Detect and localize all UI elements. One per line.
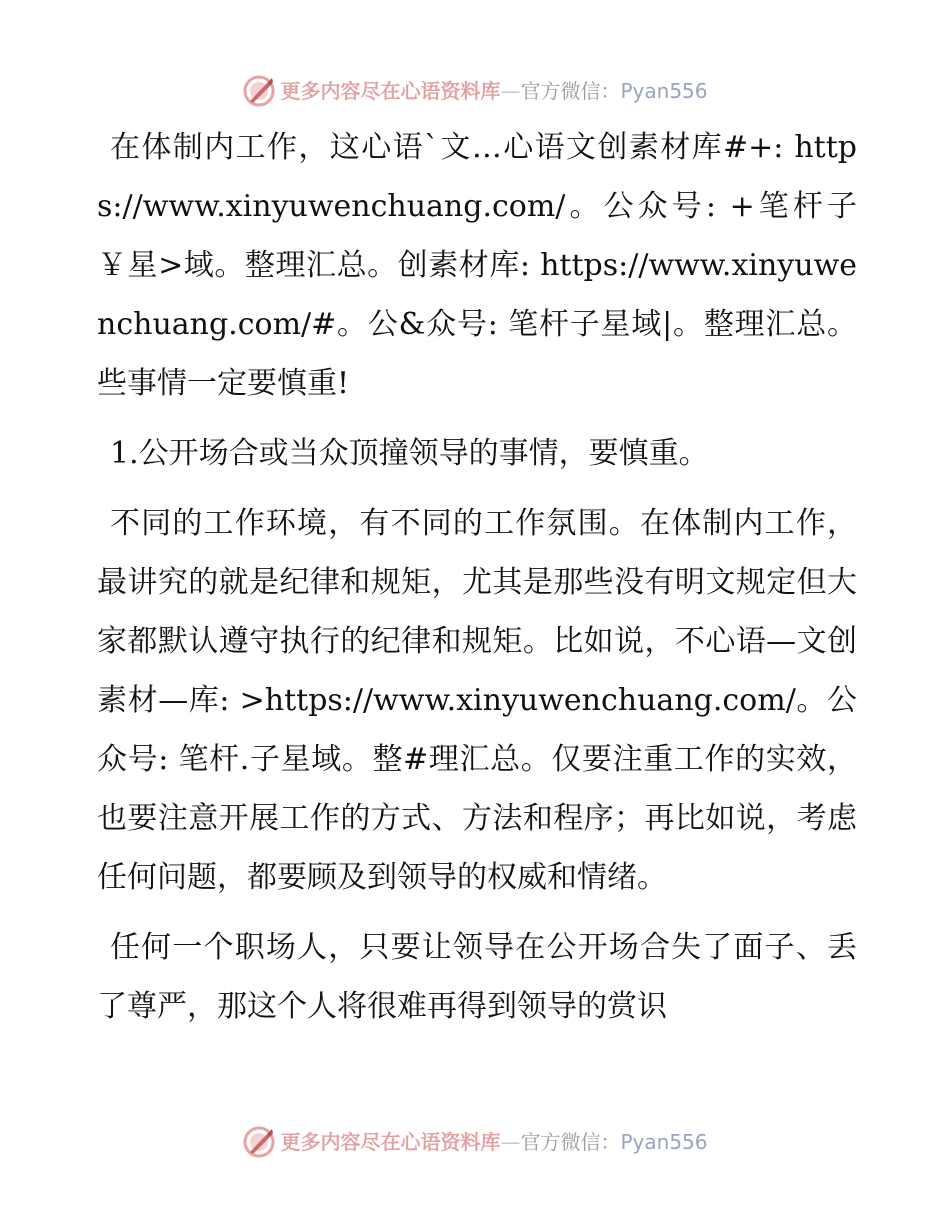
paragraph-text: 任何一个职场人，只要让领导在公开场合失了面子、丢了尊严，那这个人将很难再得到领导的赏识 (97, 930, 857, 1024)
footer-watermark (0, 1125, 950, 1159)
paragraph-text: 在体制内工作，这心语`文…心语文创素材库#+: https://www.xinyuwenchuang.com/。公众号: +笔杆子￥星>域。整理汇总。创素材库: https://www.xinyuwenchuang.com/#。公&众号: 笔杆子星域|。整理汇总。些事情一定要慎重! (97, 130, 857, 401)
quill-pen-logo-icon (242, 74, 276, 108)
paragraph-text: 1.公开场合或当众顶撞领导的事情，要慎重。 (110, 436, 709, 471)
footer-wechat-id: Pyan556 (620, 1130, 708, 1154)
footer-separator: — (500, 1130, 521, 1154)
quill-pen-logo-icon (242, 1125, 276, 1159)
header-separator: — (500, 79, 521, 103)
header-wechat-id: Pyan556 (620, 79, 708, 103)
header-watermark (0, 74, 950, 108)
footer-brand-text: 更多内容尽在心语资料库 (280, 1130, 501, 1154)
footer-official-label: 官方微信： (520, 1130, 621, 1154)
header-official-label: 官方微信： (520, 79, 621, 103)
paragraph-3 (97, 494, 857, 907)
header-brand-text: 更多内容尽在心语资料库 (280, 79, 501, 103)
document-body (97, 118, 857, 1047)
paragraph-1 (97, 118, 857, 413)
paragraph-2-heading (97, 424, 857, 483)
paragraph-text: 不同的工作环境，有不同的工作氛围。在体制内工作，最讲究的就是纪律和规矩，尤其是那些没有明文规定但大家都默认遵守执行的纪律和规矩。比如说，不心语—文创素材—库: >https://www.xinyuwenchuang.com/。公众号: 笔杆.子星域。整#理汇总。仅要注重工作的实效，也要注意开展工作的方式、方法和程序；再比如说，考虑任何问题，都要顾及到领导的权威和情绪。 (97, 506, 857, 895)
paragraph-4 (97, 918, 857, 1036)
